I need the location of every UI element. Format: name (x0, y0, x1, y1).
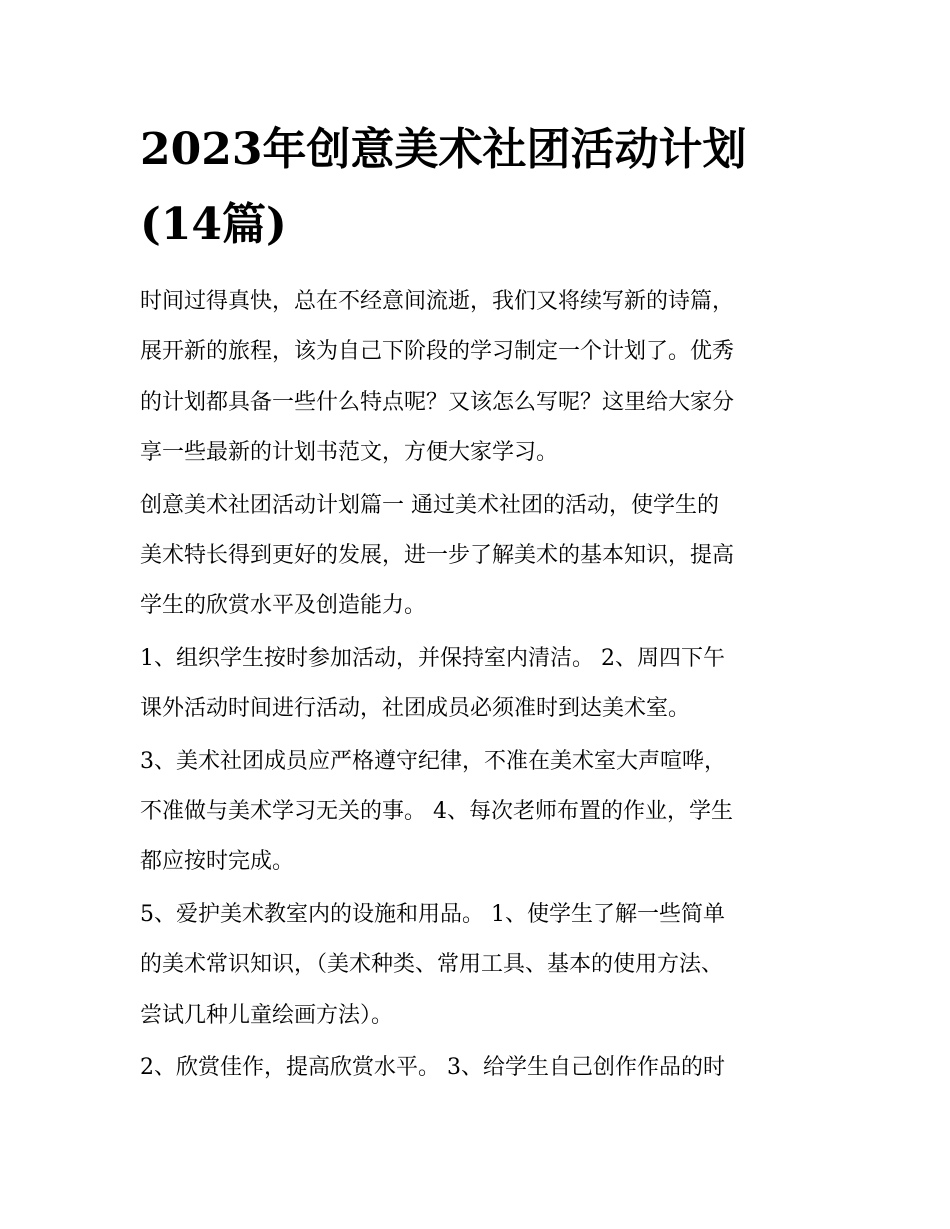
text-line: 展开新的旅程，该为自己下阶段的学习制定一个计划了。优秀 (140, 339, 735, 365)
text-line: 课外活动时间进行活动，社团成员必须准时到达美术室。 (140, 696, 691, 722)
text-line: 1、组织学生按时参加活动，并保持室内清洁。 2、周四下午 (140, 645, 725, 671)
text-line: 时间过得真快，总在不经意间流逝，我们又将续写新的诗篇， (140, 289, 735, 314)
text-line: 尝试几种儿童绘画方法）。 (140, 1002, 394, 1028)
paragraph-rule-5-goal-1 (140, 890, 830, 1041)
text-line: 2、欣赏佳作，提高欣赏水平。 3、给学生自己创作作品的时 (140, 1055, 725, 1081)
text-line: 都应按时完成。 (140, 849, 295, 875)
text-line: 创意美术社团活动计划篇一 通过美术社团的活动，使学生的 (140, 492, 719, 518)
text-line: 美术特长得到更好的发展，进一步了解美术的基本知识，提高 (140, 543, 735, 569)
text-line: 学生的欣赏水平及创造能力。 (140, 593, 427, 619)
text-line: 的美术常识知识，（美术种类、常用工具、基本的使用方法、 (140, 952, 724, 978)
paragraph-plan-one (140, 481, 830, 632)
document-title (140, 112, 820, 262)
paragraph-intro (140, 277, 830, 479)
paragraph-goals-2-3 (140, 1043, 830, 1093)
title-line: (14篇) (140, 199, 287, 250)
paragraph-rules-3-4 (140, 737, 830, 888)
text-line: 5、爱护美术教室内的设施和用品。 1、使学生了解一些简单 (140, 901, 725, 927)
text-line: 的计划都具备一些什么特点呢？又该怎么写呢？这里给大家分 (140, 389, 735, 415)
paragraph-rules-1-2 (140, 634, 830, 735)
title-line: 2023年创意美术社团活动计划 (140, 124, 747, 175)
document-body (140, 277, 830, 1096)
text-line: 3、美术社团成员应严格遵守纪律，不准在美术室大声喧哗， (140, 748, 726, 774)
text-line: 不准做与美术学习无关的事。 4、每次老师布置的作业，学生 (140, 799, 733, 825)
text-line: 享一些最新的计划书范文，方便大家学习。 (140, 440, 559, 466)
